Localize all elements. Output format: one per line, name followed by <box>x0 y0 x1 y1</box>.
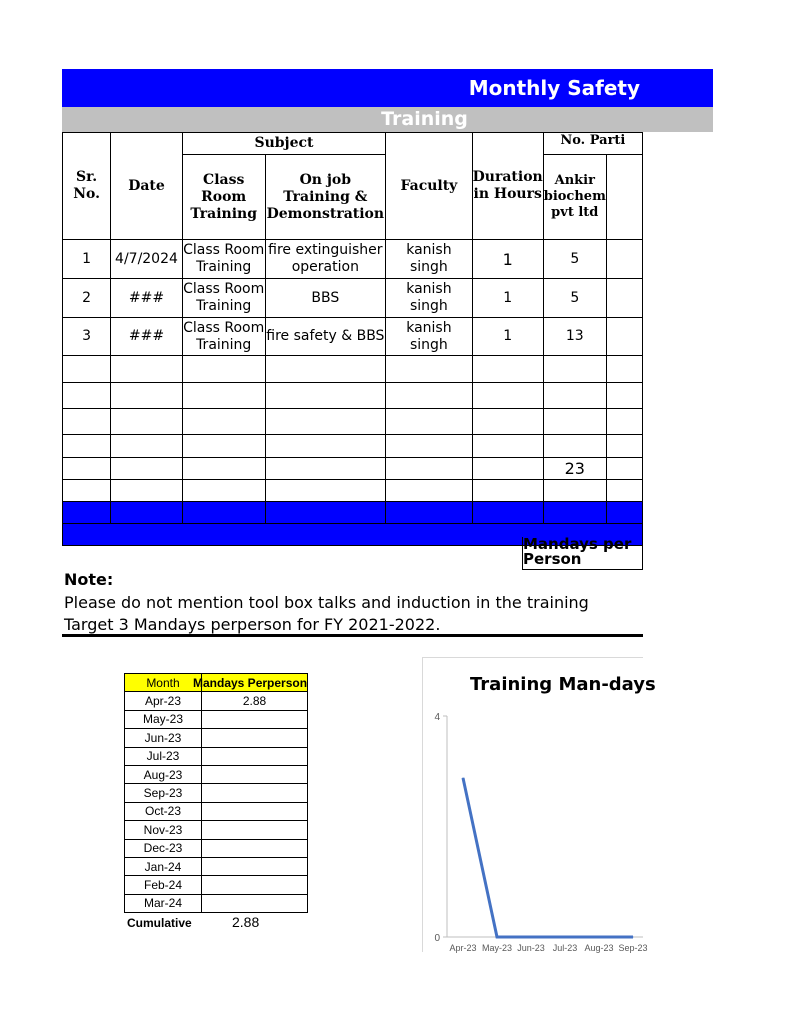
cell-empty[interactable] <box>606 383 642 409</box>
cell-blue[interactable] <box>472 502 543 524</box>
cell-empty[interactable] <box>543 409 606 435</box>
cell-month[interactable]: Jun-23 <box>125 729 202 747</box>
cell-mandays[interactable] <box>202 747 308 765</box>
cell-empty[interactable] <box>606 240 642 279</box>
cell-sr[interactable]: 3 <box>63 318 111 356</box>
month-row <box>125 894 308 912</box>
cell-empty[interactable] <box>606 356 642 383</box>
cell-date[interactable]: 4/7/2024 <box>111 240 183 279</box>
sheet-title: Monthly Safety <box>468 76 640 100</box>
month-row <box>125 802 308 820</box>
cell-total-ankir[interactable]: 23 <box>543 458 606 480</box>
cell-mandays[interactable] <box>202 894 308 912</box>
cell-duration[interactable]: 1 <box>472 318 543 356</box>
cell-empty[interactable] <box>543 435 606 458</box>
data-point <box>633 937 634 938</box>
cell-month[interactable]: May-23 <box>125 710 202 728</box>
note-heading: Note: <box>64 570 114 589</box>
cell-class-room[interactable]: Class Room Training <box>182 318 265 356</box>
cell-empty[interactable] <box>606 318 642 356</box>
chart-title: Training Man-days <box>470 674 656 695</box>
y-tick-label: 0 <box>434 933 440 944</box>
cell-empty[interactable] <box>63 480 111 502</box>
month-row <box>125 747 308 765</box>
cell-empty[interactable] <box>182 435 265 458</box>
cell-empty[interactable] <box>472 435 543 458</box>
header-blank[interactable] <box>606 155 642 240</box>
month-row <box>125 710 308 728</box>
cell-empty[interactable] <box>182 458 265 480</box>
cumulative-label: Cumulative <box>127 916 192 930</box>
cell-empty[interactable] <box>386 409 473 435</box>
cell-mandays[interactable] <box>202 729 308 747</box>
table-row <box>63 480 643 502</box>
note-line-1: Please do not mention tool box talks and induction in the training <box>64 593 589 612</box>
cell-month[interactable]: Dec-23 <box>125 839 202 857</box>
x-tick-label: Aug-23 <box>584 943 614 953</box>
cell-empty[interactable] <box>543 356 606 383</box>
header-month[interactable]: Month <box>125 674 202 692</box>
data-point <box>599 937 600 938</box>
cell-month[interactable]: Feb-24 <box>125 876 202 894</box>
x-tick-label: Jun-23 <box>517 943 545 953</box>
cell-empty[interactable] <box>606 279 642 318</box>
cell-blue[interactable] <box>606 502 642 524</box>
cell-faculty[interactable]: kanish singh <box>386 279 473 318</box>
header-mandays-perperson[interactable] <box>193 674 308 692</box>
x-tick-label: Apr-23 <box>449 943 477 953</box>
training-table <box>62 132 643 546</box>
cell-blue[interactable] <box>386 502 473 524</box>
cell-blue[interactable] <box>111 502 183 524</box>
line-chart <box>422 700 648 953</box>
cell-empty[interactable] <box>265 435 386 458</box>
cell-mandays[interactable] <box>202 802 308 820</box>
mandays-per-person-label[interactable]: Mandays per Person <box>522 537 643 570</box>
cell-empty[interactable] <box>472 458 543 480</box>
months-table <box>124 673 308 913</box>
header-on-job[interactable]: On job Training & Demonstration <box>265 155 386 240</box>
cell-empty[interactable] <box>472 480 543 502</box>
cell-duration[interactable]: 1 <box>472 240 543 279</box>
cell-empty[interactable] <box>111 480 183 502</box>
month-row <box>125 729 308 747</box>
month-row <box>125 784 308 802</box>
cell-empty[interactable] <box>606 458 642 480</box>
cell-class-room[interactable]: Class Room Training <box>182 240 265 279</box>
header-faculty[interactable]: Faculty <box>386 133 473 240</box>
note-divider <box>62 634 643 637</box>
cell-blue[interactable] <box>182 502 265 524</box>
cell-empty[interactable] <box>606 435 642 458</box>
table-row <box>63 409 643 435</box>
month-row <box>125 765 308 783</box>
table-row <box>63 383 643 409</box>
table-row <box>63 435 643 458</box>
cell-empty[interactable] <box>182 383 265 409</box>
cell-date[interactable]: ### <box>111 318 183 356</box>
cell-mandays[interactable] <box>202 710 308 728</box>
cell-mandays[interactable] <box>202 857 308 875</box>
cell-faculty[interactable]: kanish singh <box>386 318 473 356</box>
cell-empty[interactable] <box>182 480 265 502</box>
sheet-subtitle: Training <box>381 108 468 130</box>
cell-on-job[interactable]: BBS <box>265 279 386 318</box>
cell-empty[interactable] <box>543 480 606 502</box>
x-tick-label: Sep-23 <box>618 943 648 953</box>
header-sr-no[interactable]: Sr. No. <box>63 133 111 240</box>
cell-blue[interactable] <box>265 502 386 524</box>
table-row <box>63 279 643 318</box>
cell-mandays[interactable] <box>202 821 308 839</box>
cell-empty[interactable] <box>182 356 265 383</box>
cell-empty[interactable] <box>472 383 543 409</box>
cell-month[interactable]: Aug-23 <box>125 765 202 783</box>
cell-empty[interactable] <box>472 409 543 435</box>
data-point <box>531 937 532 938</box>
cell-mandays[interactable] <box>202 839 308 857</box>
cell-empty[interactable] <box>63 435 111 458</box>
cell-blue[interactable] <box>543 502 606 524</box>
month-row <box>125 821 308 839</box>
month-row <box>125 692 308 710</box>
cell-empty[interactable] <box>63 409 111 435</box>
cell-month[interactable]: Nov-23 <box>125 821 202 839</box>
month-row <box>125 876 308 894</box>
header-date[interactable]: Date <box>111 133 183 240</box>
cell-empty[interactable] <box>182 409 265 435</box>
cell-month[interactable]: Apr-23 <box>125 692 202 710</box>
month-row <box>125 839 308 857</box>
cell-empty[interactable] <box>265 409 386 435</box>
table-row <box>63 318 643 356</box>
table-row <box>63 240 643 279</box>
table-row <box>63 356 643 383</box>
cell-empty[interactable] <box>543 383 606 409</box>
header-duration[interactable]: Duration in Hours <box>472 133 543 240</box>
data-point <box>497 937 498 938</box>
cell-empty[interactable] <box>111 383 183 409</box>
cell-empty[interactable] <box>606 409 642 435</box>
cell-blue[interactable] <box>63 502 111 524</box>
cell-empty[interactable] <box>386 480 473 502</box>
cell-month[interactable]: Oct-23 <box>125 802 202 820</box>
series-line <box>463 778 633 937</box>
cell-mandays[interactable] <box>202 784 308 802</box>
cell-empty[interactable] <box>386 435 473 458</box>
cell-empty[interactable] <box>386 458 473 480</box>
cell-mandays[interactable]: 2.88 <box>202 692 308 710</box>
header-mandays-text: Mandays Perperson <box>193 675 308 690</box>
cell-empty[interactable] <box>386 383 473 409</box>
cell-sr[interactable]: 1 <box>63 240 111 279</box>
cell-on-job[interactable]: fire extinguisher operation <box>265 240 386 279</box>
cell-ankir[interactable]: 13 <box>543 318 606 356</box>
cell-ankir[interactable]: 5 <box>543 240 606 279</box>
y-tick-label: 4 <box>434 712 440 723</box>
cell-empty[interactable] <box>111 356 183 383</box>
cumulative-value: 2.88 <box>232 914 260 930</box>
cell-empty[interactable] <box>111 409 183 435</box>
cell-empty[interactable] <box>63 356 111 383</box>
cell-empty[interactable] <box>63 458 111 480</box>
data-point <box>565 937 566 938</box>
cell-month[interactable]: Jul-23 <box>125 747 202 765</box>
cell-month[interactable]: Sep-23 <box>125 784 202 802</box>
data-point <box>463 777 464 778</box>
cell-empty[interactable] <box>63 383 111 409</box>
cell-empty[interactable] <box>111 458 183 480</box>
cell-duration[interactable]: 1 <box>472 279 543 318</box>
cell-empty[interactable] <box>386 356 473 383</box>
cell-class-room[interactable]: Class Room Training <box>182 279 265 318</box>
cell-sr[interactable]: 2 <box>63 279 111 318</box>
cell-empty[interactable] <box>111 435 183 458</box>
cell-empty[interactable] <box>606 480 642 502</box>
cell-ankir[interactable]: 5 <box>543 279 606 318</box>
cell-empty[interactable] <box>265 356 386 383</box>
month-row <box>125 857 308 875</box>
cell-month[interactable]: Mar-24 <box>125 894 202 912</box>
cell-empty[interactable] <box>265 458 386 480</box>
header-participants[interactable]: No. Parti <box>543 133 642 155</box>
cell-mandays[interactable] <box>202 765 308 783</box>
cell-date[interactable]: ### <box>111 279 183 318</box>
cell-empty[interactable] <box>265 383 386 409</box>
x-tick-label: Jul-23 <box>552 943 578 953</box>
total-row <box>63 458 643 480</box>
note-line-2: Target 3 Mandays perperson for FY 2021-2022. <box>64 615 441 634</box>
cell-mandays[interactable] <box>202 876 308 894</box>
x-tick-label: May-23 <box>481 943 513 953</box>
blue-row <box>63 502 643 524</box>
cell-month[interactable]: Jan-24 <box>125 857 202 875</box>
header-subject[interactable]: Subject <box>182 133 385 155</box>
cell-faculty[interactable]: kanish singh <box>386 240 473 279</box>
cell-on-job[interactable]: fire safety & BBS <box>265 318 386 356</box>
cell-empty[interactable] <box>265 480 386 502</box>
header-ankir[interactable]: Ankir biochem pvt ltd <box>543 155 606 240</box>
header-class-room[interactable]: Class Room Training <box>182 155 265 240</box>
cell-empty[interactable] <box>472 356 543 383</box>
